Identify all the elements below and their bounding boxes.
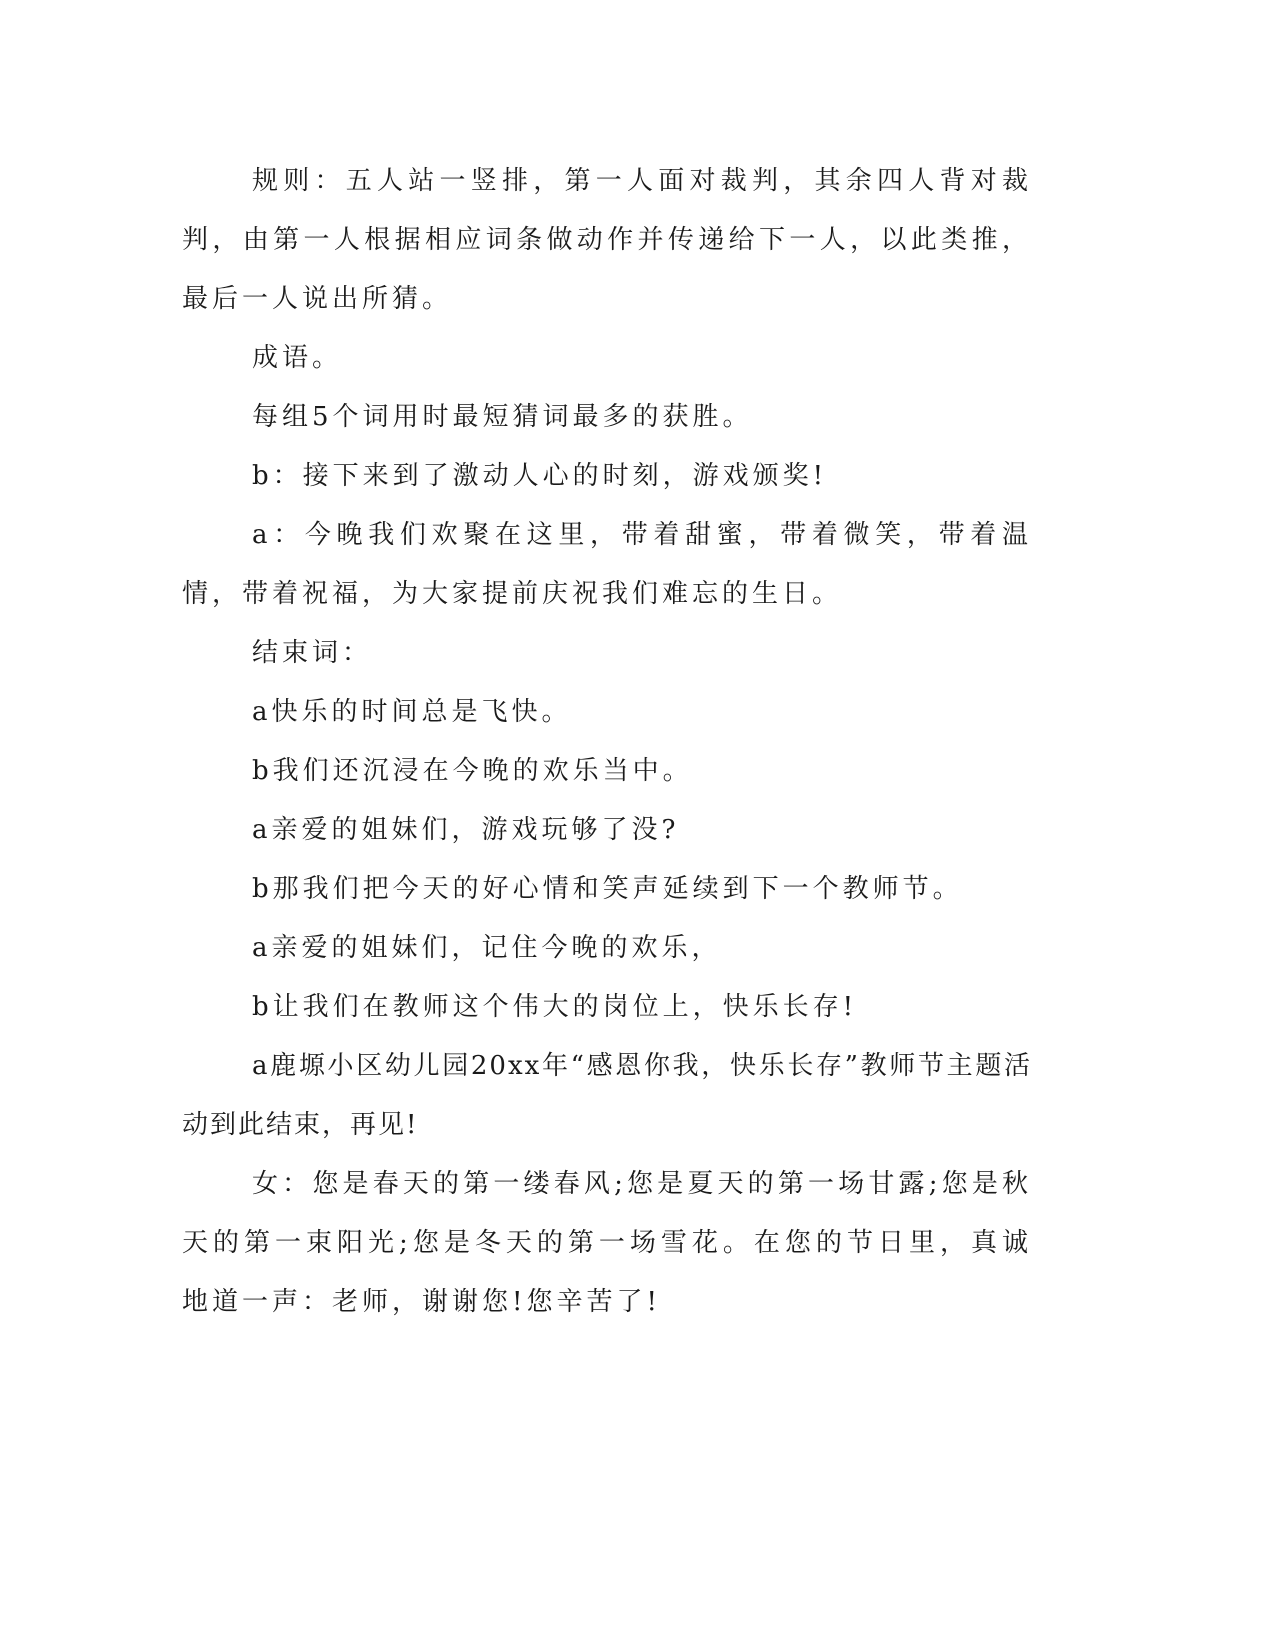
paragraph-b-immersed: b我们还沉浸在今晚的欢乐当中。 [252, 756, 693, 786]
paragraph-a-time: a快乐的时间总是飞快。 [252, 697, 572, 727]
paragraph-female-tribute: 女：您是春天的第一缕春风;您是夏天的第一场甘露;您是秋天的第一束阳光;您是冬天的第一场雪花。在您的节日里，真诚地道一声：老师，谢谢您!您辛苦了! [182, 1169, 1032, 1317]
paragraph-rules: 规则：五人站一竖排，第一人面对裁判，其余四人背对裁判，由第一人根据相应词条做动作并传递给下一人，以此类推，最后一人说出所猜。 [182, 166, 1032, 314]
paragraph-a-sisters: a亲爱的姐妹们，游戏玩够了没? [252, 815, 680, 845]
paragraph-idiom: 成语。 [252, 343, 343, 373]
paragraph-b-continue: b那我们把今天的好心情和笑声延续到下一个教师节。 [252, 874, 963, 904]
paragraph-a-gathering: a：今晚我们欢聚在这里，带着甜蜜，带着微笑，带着温情，带着祝福，为大家提前庆祝我们难忘的生日。 [182, 520, 1032, 609]
paragraph-a-remember: a亲爱的姐妹们，记住今晚的欢乐， [252, 933, 722, 963]
paragraph-b-award: b：接下来到了激动人心的时刻，游戏颁奖! [252, 461, 828, 491]
paragraph-closing-heading: 结束词： [252, 638, 373, 668]
document-page [182, 152, 1032, 1332]
paragraph-scoring: 每组5个词用时最短猜词最多的获胜。 [252, 402, 753, 432]
paragraph-b-forever: b让我们在教师这个伟大的岗位上，快乐长存! [252, 992, 858, 1022]
paragraph-a-ending: a鹿塬小区幼儿园20xx年“感恩你我，快乐长存”教师节主题活动到此结束，再见! [182, 1051, 1032, 1140]
